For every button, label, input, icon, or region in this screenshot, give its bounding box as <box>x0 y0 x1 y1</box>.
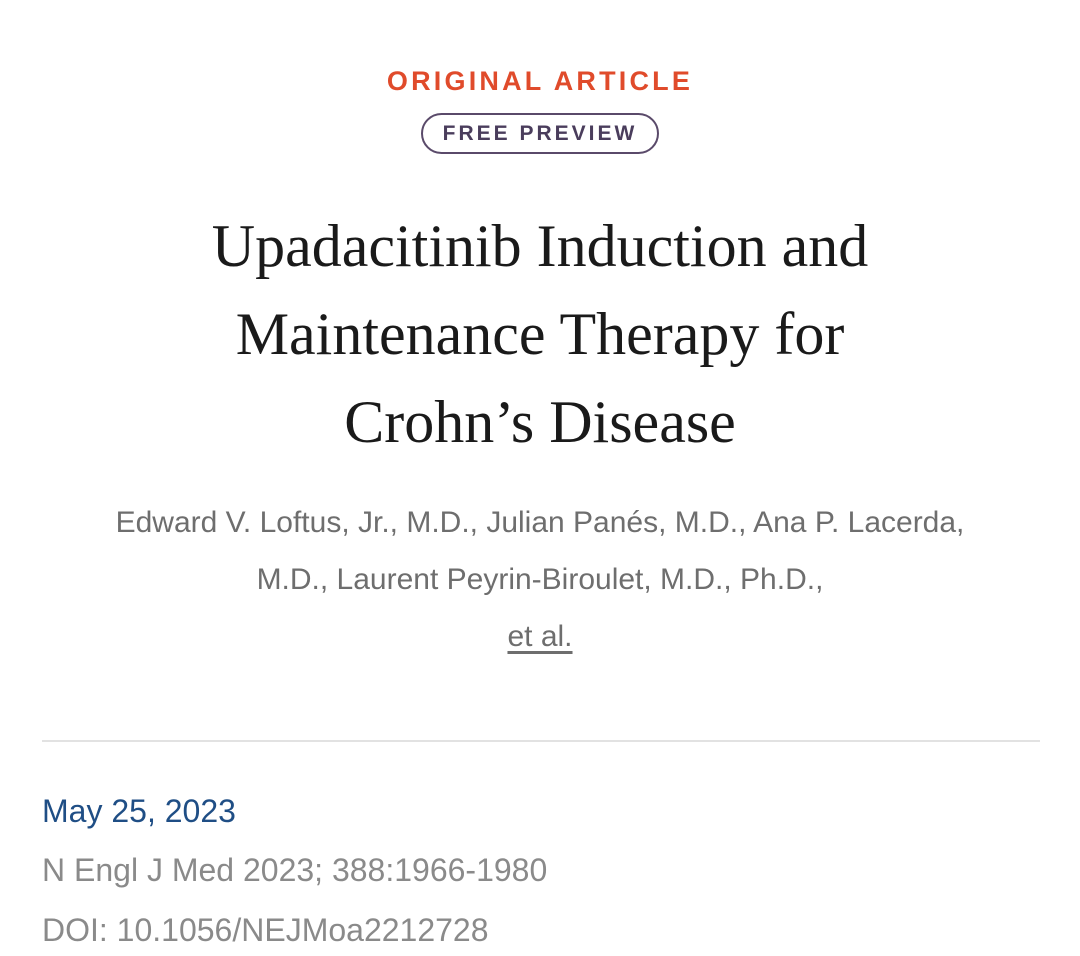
doi-text: DOI: 10.1056/NEJMoa2212728 <box>42 912 489 948</box>
title-line-2: Maintenance Therapy for <box>235 301 845 367</box>
title-line-3: Crohn’s Disease <box>344 389 736 455</box>
article-title <box>60 202 1020 466</box>
title-line-1: Upadacitinib Induction and <box>211 213 869 279</box>
journal-citation: N Engl J Med 2023; 388:1966-1980 <box>42 852 548 888</box>
divider <box>42 740 1040 742</box>
badge-container <box>0 113 1080 154</box>
et-al-link[interactable]: et al. <box>507 620 573 653</box>
article-type-label: ORIGINAL ARTICLE <box>386 66 694 96</box>
author-list <box>80 494 1000 665</box>
publication-date: May 25, 2023 <box>42 793 236 829</box>
free-preview-badge: FREE PREVIEW <box>421 113 660 154</box>
author-names: Edward V. Loftus, Jr., M.D., Julian Panés, M.D., Ana P. Lacerda, M.D., Laurent Peyrin-Biroulet, M.D., Ph.D., <box>115 506 965 596</box>
